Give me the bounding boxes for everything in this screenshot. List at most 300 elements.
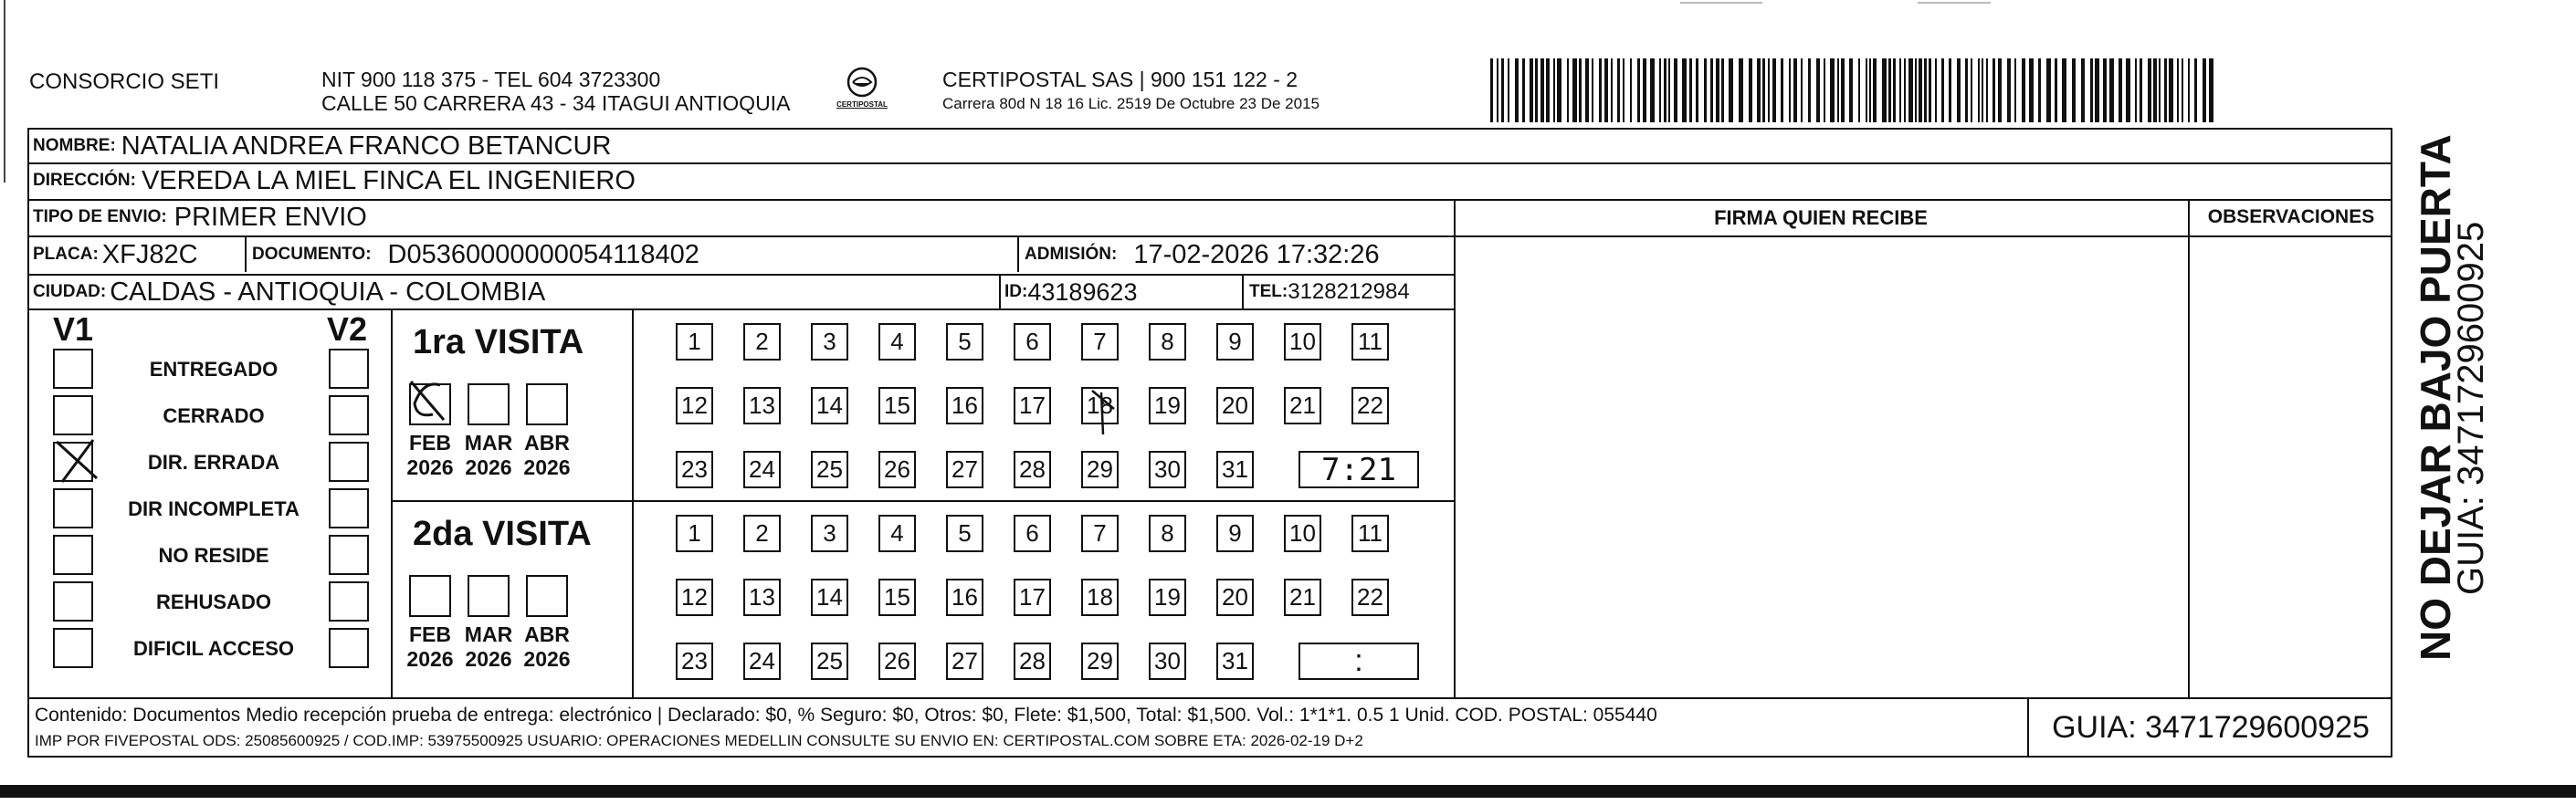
day-number: 23 [681,647,708,674]
divider [391,500,1456,502]
day-box[interactable] [1216,387,1254,424]
tipo-value: PRIMER ENVIO [173,202,367,232]
day-number: 26 [884,647,910,674]
v2-checkbox[interactable] [329,442,369,482]
barcode-bar [1637,58,1640,122]
day-box[interactable] [1284,323,1321,361]
barcode-bar [2188,58,2190,122]
barcode-bar [1978,58,1980,122]
v2-checkbox[interactable] [329,628,369,668]
day-box[interactable] [676,515,713,552]
barcode [1490,58,2217,122]
license-line: Carrera 80d N 18 16 Lic. 2519 De Octubre 23 De 2015 [942,95,1320,112]
day-number: 12 [681,583,708,611]
id-label: ID: [1004,282,1028,301]
day-box[interactable] [1081,387,1119,424]
v1-checkbox[interactable] [53,535,93,575]
time-value: : [1354,643,1363,678]
day-number: 6 [1025,328,1039,355]
day-box[interactable] [1284,579,1321,616]
documento-label: DOCUMENTO: [252,245,372,264]
time-box[interactable] [1299,451,1419,488]
logo-text: CERTIPOSTAL [836,100,888,109]
barcode-bar [1535,58,1538,122]
day-box[interactable] [1014,451,1051,488]
barcode-bar [1546,58,1550,122]
day-box[interactable] [743,387,781,424]
barcode-bar [1992,58,1995,122]
scan-mark [1918,2,1991,4]
month-checkbox[interactable] [526,575,568,617]
barcode-bar [2169,58,2173,122]
status-label: DIR INCOMPLETA [128,497,300,520]
status-label: NO RESIDE [158,544,269,567]
barcode-bar [1522,58,1525,122]
day-number: 18 [1087,583,1113,611]
day-box[interactable] [878,387,916,424]
day-number: 3 [823,328,836,355]
placa-value: XFJ82C [101,239,198,269]
barcode-bar [2164,58,2167,122]
time-value: 7:21 [1321,451,1396,488]
day-box[interactable] [1216,579,1254,616]
barcode-bar [1599,58,1602,122]
day-box[interactable] [1081,515,1119,552]
day-number: 8 [1161,328,1174,355]
barcode-bar [1515,58,1519,122]
day-box[interactable] [811,643,848,680]
day-box[interactable] [743,515,781,552]
barcode-bar [1704,58,1707,122]
admision-cell [1021,237,1380,272]
address-line: CALLE 50 CARRERA 43 - 34 ITAGUI ANTIOQUIA [321,91,791,115]
day-box[interactable] [1216,323,1254,361]
status-label: CERRADO [163,404,265,427]
day-box[interactable] [878,579,916,616]
barcode-bar [1899,58,1901,122]
certipostal-logo [825,66,899,117]
day-box[interactable] [676,451,713,488]
day-number: 15 [884,392,910,419]
day-number: 21 [1289,583,1316,611]
barcode-bar [1830,58,1835,122]
day-number: 24 [749,455,775,483]
month-label [515,431,579,480]
day-number: 28 [1019,455,1046,483]
day-number: 31 [1222,647,1248,674]
day-box[interactable] [811,515,848,552]
barcode-bar [1553,58,1555,122]
day-number: 25 [816,647,843,674]
barcode-bar [1497,58,1498,122]
documento-cell [248,237,699,272]
ciudad-value: CALDAS - ANTIOQUIA - COLOMBIA [110,277,546,307]
day-box[interactable] [676,643,713,680]
barcode-bar [1965,58,1968,122]
day-box[interactable] [811,451,848,488]
barcode-bar [2090,58,2093,122]
month-name: MAR [464,431,513,455]
divider [632,308,634,697]
barcode-bar [1971,58,1972,122]
footer-guia-box [2027,699,2392,756]
day-box[interactable] [1149,515,1186,552]
barcode-bar [1617,58,1620,122]
day-box[interactable] [743,643,781,680]
day-number: 30 [1154,647,1181,674]
day-box[interactable] [946,323,983,361]
month-checkbox[interactable] [526,383,568,425]
day-box[interactable] [676,387,713,424]
month-checkbox[interactable] [409,383,451,425]
day-box[interactable] [878,323,916,361]
day-number: 1 [688,328,701,355]
barcode-bar [1924,58,1927,122]
barcode-bar [2159,58,2161,122]
day-box[interactable] [1351,579,1389,616]
barcode-bar [1682,58,1687,122]
visit-title: 1ra VISITA [413,323,584,361]
month-year: 2026 [523,647,571,671]
barcode-bar [1888,58,1891,122]
month-label [457,622,520,672]
barcode-bar [1837,58,1839,122]
barcode-bar [1849,58,1853,122]
day-number: 3 [823,519,836,547]
ciudad-label: CIUDAD: [33,282,107,301]
day-box[interactable] [1149,579,1186,616]
barcode-bar [1739,58,1743,122]
nit-line: NIT 900 118 375 - TEL 604 3723300 [321,68,661,91]
day-number: 5 [958,328,972,355]
check-mark-icon [407,378,453,423]
barcode-bar [1572,58,1577,122]
documento-value: D05360000000054118402 [387,239,699,269]
v1-checkbox[interactable] [53,581,93,622]
day-box[interactable] [743,451,781,488]
day-number: 22 [1357,583,1383,611]
barcode-bar [2081,58,2085,122]
barcode-bar [1772,58,1776,122]
day-box[interactable] [946,451,983,488]
day-number: 2 [755,519,769,547]
day-box[interactable] [1351,387,1389,424]
barcode-bar [1998,58,2002,122]
day-box[interactable] [1149,643,1186,680]
day-box[interactable] [946,387,983,424]
month-label [515,622,579,672]
barcode-bar [1793,58,1797,122]
month-checkbox[interactable] [468,575,510,617]
month-checkbox[interactable] [409,575,451,617]
status-label: ENTREGADO [149,358,279,381]
barcode-bar [2126,58,2130,122]
observaciones-header: OBSERVACIONES [2207,206,2375,227]
barcode-bar [2095,58,2099,122]
day-box[interactable] [1081,323,1119,361]
carrier-line: CERTIPOSTAL SAS | 900 151 122 - 2 [942,68,1299,91]
barcode-bar [1904,58,1906,122]
barcode-bar [1858,58,1860,122]
v2-label: V2 [327,310,368,348]
day-box[interactable] [1149,387,1186,424]
barcode-bar [1579,58,1582,122]
day-box[interactable] [1216,515,1254,552]
direccion-label: DIRECCIÓN: [33,171,136,190]
v1-checkbox[interactable] [53,349,93,389]
day-box[interactable] [1149,323,1186,361]
day-number: 31 [1222,455,1248,483]
day-number: 20 [1222,583,1248,611]
footer-imp-line: IMP POR FIVEPOSTAL ODS: 25085600925 / COD.IMP: 53975500925 USUARIO: OPERACIONES MEDELLIN CONSULTE SU ENVIO EN: CERTIPOSTAL.COM SOBRE ETA: 2026-02-19 D+2 [35,732,1363,749]
day-box[interactable] [878,451,916,488]
month-year: 2026 [406,647,454,671]
day-box[interactable] [811,323,848,361]
barcode-bar [1668,58,1670,122]
barcode-bar [2194,58,2197,122]
day-number: 4 [890,519,904,547]
barcode-bar [2029,58,2034,122]
barcode-bar [1674,58,1677,122]
month-label [398,622,462,672]
barcode-bar [1949,58,1951,122]
day-box[interactable] [1216,643,1254,680]
direccion-value: VEREDA LA MIEL FINCA EL INGENIERO [141,165,636,195]
day-number: 28 [1019,647,1046,674]
barcode-bar [1869,58,1871,122]
month-name: FEB [409,622,451,646]
day-number: 9 [1228,328,1242,355]
barcode-bar [1623,58,1624,122]
barcode-bar [1762,58,1765,122]
barcode-bar [2140,58,2142,122]
month-year: 2026 [465,647,512,671]
day-number: 8 [1161,519,1174,547]
barcode-bar [2038,58,2041,122]
day-number: 11 [1358,328,1383,355]
day-box[interactable] [1014,515,1051,552]
barcode-bar [1508,58,1509,122]
barcode-bar [1729,58,1733,122]
admision-value: 17-02-2026 17:32:26 [1133,239,1380,269]
v2-checkbox[interactable] [329,349,369,389]
day-box[interactable] [1081,643,1119,680]
v1-checkbox[interactable] [53,488,93,528]
barcode-bar [1866,58,1867,122]
barcode-bar [1585,58,1589,122]
day-box[interactable] [1351,515,1389,552]
barcode-bar [1941,58,1944,122]
barcode-bar [2055,58,2057,122]
day-number: 27 [952,455,978,483]
day-box[interactable] [811,387,848,424]
barcode-bar [2135,58,2137,122]
side-warning: NO DEJAR BAJO PUERTA [2412,134,2459,661]
day-box[interactable] [676,579,713,616]
day-box[interactable] [878,643,916,680]
v1-checkbox[interactable] [53,628,93,668]
day-number: 12 [681,392,708,419]
divider [27,199,2392,201]
month-label [398,431,462,480]
day-number: 27 [952,647,978,674]
visit-title: 2da VISITA [413,515,592,553]
day-box[interactable] [676,323,713,361]
day-box[interactable] [1351,323,1389,361]
day-box[interactable] [1081,579,1119,616]
day-box[interactable] [878,515,916,552]
status-label: DIFICIL ACCESO [132,637,294,660]
divider [999,276,1001,308]
barcode-bar [1919,58,1922,122]
day-number: 13 [749,583,775,611]
status-label: REHUSADO [156,591,271,613]
divider [391,308,393,697]
v1-checkbox[interactable] [53,442,93,482]
nombre-value: NATALIA ANDREA FRANCO BETANCUR [121,131,612,161]
footer-guia: GUIA: 3471729600925 [2052,709,2370,745]
logo-icon [825,66,899,117]
day-number: 18 [1087,392,1113,419]
barcode-bar [1530,58,1533,122]
day-number: 22 [1357,392,1383,419]
day-number: 6 [1025,519,1039,547]
day-number: 21 [1289,392,1316,419]
barcode-bar [1789,58,1791,122]
day-box[interactable] [946,643,983,680]
day-box[interactable] [1014,579,1051,616]
divider [1017,237,1019,272]
ciudad-cell [29,276,545,308]
day-number: 30 [1154,455,1181,483]
barcode-bar [2119,58,2122,122]
bottom-rule [0,785,2576,798]
barcode-bar [1650,58,1655,122]
barcode-bar [1982,58,1983,122]
status-label: DIR. ERRADA [147,451,280,474]
day-number: 24 [749,647,775,674]
day-box[interactable] [1216,451,1254,488]
barcode-bar [1630,58,1632,122]
month-checkbox[interactable] [468,383,510,425]
v2-checkbox[interactable] [329,395,369,435]
placa-label: PLACA: [33,245,99,264]
v2-checkbox[interactable] [329,535,369,575]
tipo-label: TIPO DE ENVIO: [33,207,167,226]
day-number: 17 [1019,583,1046,611]
direccion-row [29,164,636,197]
admision-label: ADMISIÓN: [1025,245,1118,264]
day-number: 17 [1019,392,1046,419]
placa-cell [29,237,198,272]
barcode-bar [1664,58,1667,122]
tel-label: TEL: [1249,282,1288,301]
id-cell [1003,276,1137,308]
divider [1242,276,1244,308]
barcode-bar [1915,58,1917,122]
day-box[interactable] [946,515,983,552]
day-number: 5 [958,519,972,547]
day-box[interactable] [1284,387,1321,424]
day-box[interactable] [946,579,983,616]
barcode-bar [1816,58,1820,122]
barcode-bar [2182,58,2183,122]
month-year: 2026 [523,455,571,479]
barcode-bar [1908,58,1913,122]
id-value: 43189623 [1027,277,1138,306]
barcode-bar [1873,58,1877,122]
day-number: 9 [1228,519,1242,547]
barcode-bar [2014,58,2016,122]
month-year: 2026 [465,455,512,479]
day-number: 29 [1087,647,1113,674]
divider [245,237,247,272]
day-box[interactable] [1014,643,1051,680]
barcode-bar [2022,58,2025,122]
day-box[interactable] [811,579,848,616]
day-number: 25 [816,455,843,483]
day-box[interactable] [1284,515,1321,552]
time-box[interactable] [1299,643,1419,680]
barcode-bar [1893,58,1896,122]
day-box[interactable] [1014,387,1051,424]
month-name: ABR [524,431,570,455]
barcode-bar [2148,58,2151,122]
barcode-bar [2153,58,2157,122]
day-box[interactable] [743,579,781,616]
barcode-bar [1696,58,1698,122]
barcode-bar [1757,58,1761,122]
v2-checkbox[interactable] [329,581,369,622]
month-name: MAR [464,622,513,646]
side-guia: GUIA: 3471729600925 [2451,221,2491,595]
barcode-bar [1567,58,1569,122]
nombre-label: NOMBRE: [33,136,116,155]
day-box[interactable] [1014,323,1051,361]
day-number: 15 [884,583,910,611]
day-box[interactable] [1149,451,1186,488]
day-number: 19 [1154,583,1181,611]
barcode-bar [1957,58,1961,122]
day-number: 16 [952,583,978,611]
day-number: 1 [688,519,701,547]
barcode-bar [1689,58,1692,122]
barcode-bar [1659,58,1661,122]
day-number: 20 [1222,392,1248,419]
barcode-bar [1841,58,1845,122]
barcode-bar [1592,58,1593,122]
day-number: 26 [884,455,910,483]
barcode-bar [1490,58,1493,122]
day-number: 14 [816,392,843,419]
firma-header: FIRMA QUIEN RECIBE [1714,206,1928,229]
v1-label: V1 [53,310,94,348]
v1-checkbox[interactable] [53,395,93,435]
v2-checkbox[interactable] [329,488,369,528]
month-name: FEB [409,431,451,455]
nombre-row [29,130,611,162]
scan-mark [1680,2,1762,4]
day-number: 11 [1358,519,1383,547]
day-box[interactable] [743,323,781,361]
barcode-bar [2177,58,2179,122]
month-label [457,431,520,480]
day-box[interactable] [1081,451,1119,488]
day-number: 19 [1154,392,1181,419]
barcode-bar [2046,58,2051,122]
company-name: CONSORCIO SETI [29,69,220,94]
day-number: 7 [1093,328,1107,355]
